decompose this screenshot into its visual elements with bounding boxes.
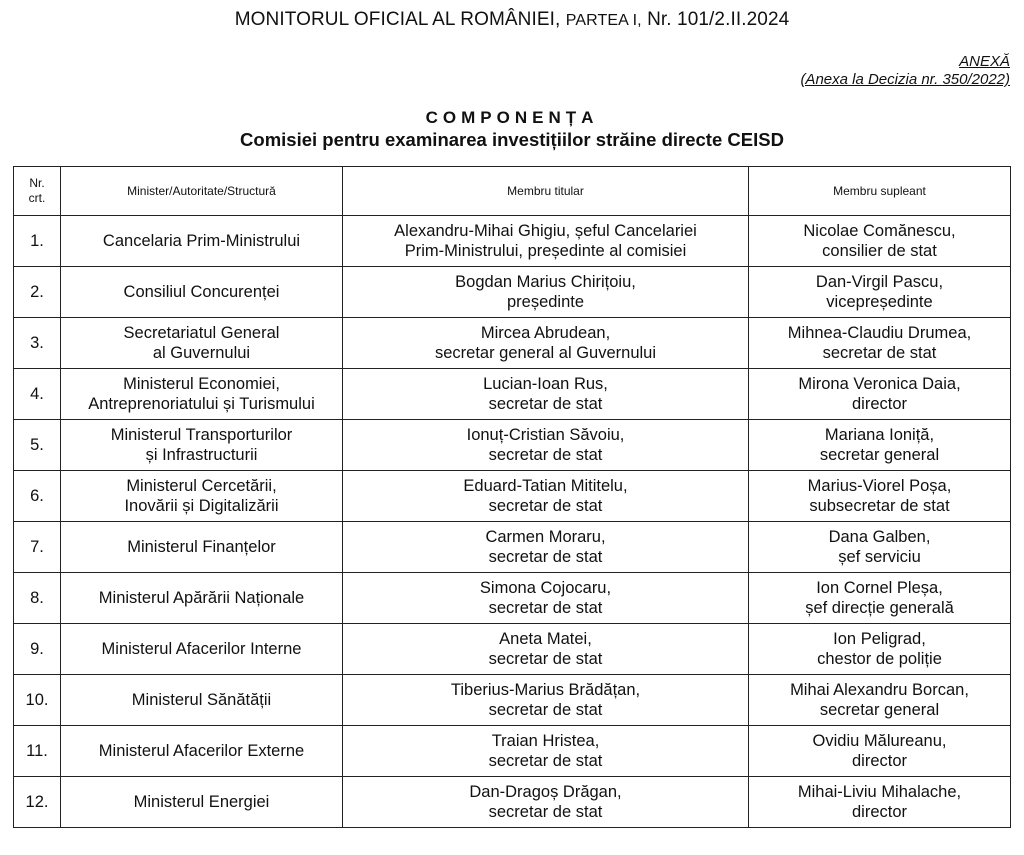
table-row bbox=[14, 369, 1011, 420]
titular-cell-line: președinte bbox=[506, 293, 585, 311]
minister-cell-line: Ministerul Apărării Naționale bbox=[98, 589, 305, 607]
titular-cell bbox=[343, 522, 749, 573]
supleant-cell-line: Dan-Virgil Pascu, bbox=[815, 273, 944, 291]
minister-cell-line: Ministerul Economiei, bbox=[123, 375, 280, 393]
supleant-cell bbox=[749, 216, 1011, 267]
annex-label: ANEXĂ bbox=[959, 53, 1010, 70]
titular-cell bbox=[343, 267, 749, 318]
minister-cell bbox=[61, 573, 343, 624]
titular-cell-line: secretar de stat bbox=[488, 548, 603, 566]
titular-cell-line: Carmen Moraru, bbox=[485, 528, 606, 546]
supleant-cell-line: Mirona Veronica Daia, bbox=[798, 375, 961, 393]
header-nr-line: Nr. bbox=[29, 176, 45, 190]
minister-cell-line: Ministerul Finanțelor bbox=[127, 538, 276, 556]
supleant-cell bbox=[749, 522, 1011, 573]
table-row bbox=[14, 573, 1011, 624]
table-row bbox=[14, 522, 1011, 573]
minister-cell-line: Consiliul Concurenței bbox=[123, 283, 280, 301]
supleant-cell bbox=[749, 471, 1011, 522]
titular-cell-line: Bogdan Marius Chirițoiu, bbox=[455, 273, 636, 291]
header-titular: Membru titular bbox=[343, 167, 749, 216]
header-minister: Minister/Autoritate/Structură bbox=[61, 167, 343, 216]
titular-cell-line: Ionuț-Cristian Săvoiu, bbox=[466, 426, 625, 444]
supleant-cell bbox=[749, 573, 1011, 624]
title-line-1: COMPONENȚA bbox=[425, 108, 599, 127]
document-title bbox=[0, 107, 1024, 152]
table-row bbox=[14, 216, 1011, 267]
supleant-cell-line: secretar general bbox=[819, 701, 940, 719]
row-number: 7. bbox=[14, 522, 61, 573]
gazette-issue: Nr. 101/2.II.2024 bbox=[647, 9, 790, 30]
titular-cell-line: secretar de stat bbox=[488, 701, 603, 719]
row-number: 8. bbox=[14, 573, 61, 624]
supleant-cell-line: director bbox=[851, 803, 908, 821]
supleant-cell-line: șef direcție generală bbox=[805, 599, 954, 617]
gazette-title: MONITORUL OFICIAL AL ROMÂNIEI, bbox=[234, 9, 561, 30]
minister-cell-line: Ministerul Cercetării, bbox=[126, 477, 277, 495]
supleant-cell-line: Dana Galben, bbox=[828, 528, 931, 546]
row-number: 2. bbox=[14, 267, 61, 318]
header-nr bbox=[14, 167, 61, 216]
supleant-cell-line: Ovidiu Mălureanu, bbox=[812, 732, 947, 750]
titular-cell-line: secretar de stat bbox=[488, 497, 603, 515]
supleant-cell-line: șef serviciu bbox=[838, 548, 921, 566]
supleant-cell-line: Ion Cornel Pleșa, bbox=[816, 579, 943, 597]
row-number: 6. bbox=[14, 471, 61, 522]
titular-cell-line: Traian Hristea, bbox=[491, 732, 600, 750]
titular-cell bbox=[343, 726, 749, 777]
supleant-cell bbox=[749, 726, 1011, 777]
supleant-cell-line: Mihai-Liviu Mihalache, bbox=[797, 783, 962, 801]
titular-cell bbox=[343, 216, 749, 267]
supleant-cell-line: Nicolae Comănescu, bbox=[803, 222, 956, 240]
supleant-cell-line: Mariana Ioniță, bbox=[824, 426, 935, 444]
supleant-cell-line: vicepreședinte bbox=[826, 293, 933, 311]
gazette-part: PARTEA I, bbox=[565, 12, 642, 29]
titular-cell bbox=[343, 777, 749, 828]
minister-cell bbox=[61, 726, 343, 777]
committee-table bbox=[13, 166, 1011, 828]
supleant-cell-line: director bbox=[851, 395, 908, 413]
titular-cell-line: Aneta Matei, bbox=[499, 630, 592, 648]
supleant-cell-line: Mihnea-Claudiu Drumea, bbox=[787, 324, 972, 342]
titular-cell-line: secretar de stat bbox=[488, 803, 603, 821]
minister-cell-line: al Guvernului bbox=[152, 344, 251, 362]
titular-cell bbox=[343, 573, 749, 624]
table-row bbox=[14, 267, 1011, 318]
supleant-cell bbox=[749, 267, 1011, 318]
minister-cell bbox=[61, 624, 343, 675]
minister-cell-line: Ministerul Energiei bbox=[133, 793, 270, 811]
header-supleant: Membru supleant bbox=[749, 167, 1011, 216]
table-row bbox=[14, 471, 1011, 522]
gazette-header bbox=[0, 9, 1024, 31]
annex-decision-ref: (Anexa la Decizia nr. 350/2022) bbox=[800, 71, 1010, 88]
minister-cell bbox=[61, 675, 343, 726]
titular-cell bbox=[343, 471, 749, 522]
titular-cell-line: secretar de stat bbox=[488, 752, 603, 770]
titular-cell-line: Lucian-Ioan Rus, bbox=[483, 375, 608, 393]
table-row bbox=[14, 624, 1011, 675]
row-number: 4. bbox=[14, 369, 61, 420]
minister-cell-line: Ministerul Afacerilor Externe bbox=[98, 742, 305, 760]
minister-cell-line: Cancelaria Prim-Ministrului bbox=[102, 232, 301, 250]
row-number: 3. bbox=[14, 318, 61, 369]
row-number: 5. bbox=[14, 420, 61, 471]
minister-cell bbox=[61, 420, 343, 471]
minister-cell bbox=[61, 267, 343, 318]
supleant-cell-line: chestor de poliție bbox=[817, 650, 942, 668]
table-row bbox=[14, 726, 1011, 777]
minister-cell-line: Ministerul Sănătății bbox=[131, 691, 272, 709]
supleant-cell bbox=[749, 318, 1011, 369]
supleant-cell bbox=[749, 777, 1011, 828]
row-number: 12. bbox=[14, 777, 61, 828]
minister-cell-line: Inovării și Digitalizării bbox=[124, 497, 279, 515]
titular-cell-line: secretar general al Guvernului bbox=[434, 344, 657, 362]
table-row bbox=[14, 318, 1011, 369]
titular-cell-line: secretar de stat bbox=[488, 599, 603, 617]
minister-cell-line: Secretariatul General bbox=[123, 324, 280, 342]
supleant-cell-line: consilier de stat bbox=[822, 242, 937, 260]
minister-cell bbox=[61, 777, 343, 828]
titular-cell-line: secretar de stat bbox=[488, 395, 603, 413]
row-number: 10. bbox=[14, 675, 61, 726]
titular-cell-line: Alexandru-Mihai Ghigiu, șeful Cancelariei bbox=[394, 222, 697, 240]
titular-cell bbox=[343, 624, 749, 675]
titular-cell-line: Prim-Ministrului, președinte al comisiei bbox=[404, 242, 687, 260]
minister-cell-line: și Infrastructurii bbox=[145, 446, 258, 464]
header-nr-line: crt. bbox=[28, 191, 46, 205]
titular-cell-line: Mircea Abrudean, bbox=[480, 324, 611, 342]
titular-cell-line: Simona Cojocaru, bbox=[479, 579, 612, 597]
row-number: 11. bbox=[14, 726, 61, 777]
supleant-cell-line: secretar de stat bbox=[822, 344, 937, 362]
titular-cell-line: Dan-Dragoș Drăgan, bbox=[469, 783, 622, 801]
supleant-cell-line: Marius-Viorel Poșa, bbox=[807, 477, 952, 495]
titular-cell-line: secretar de stat bbox=[488, 446, 603, 464]
minister-cell bbox=[61, 318, 343, 369]
titular-cell-line: Eduard-Tatian Mititelu, bbox=[463, 477, 628, 495]
supleant-cell-line: Ion Peligrad, bbox=[833, 630, 926, 648]
titular-cell bbox=[343, 369, 749, 420]
minister-cell-line: Ministerul Afacerilor Interne bbox=[101, 640, 302, 658]
supleant-cell-line: director bbox=[851, 752, 908, 770]
row-number: 9. bbox=[14, 624, 61, 675]
row-number: 1. bbox=[14, 216, 61, 267]
minister-cell bbox=[61, 369, 343, 420]
titular-cell-line: Tiberius-Marius Brădățan, bbox=[450, 681, 641, 699]
supleant-cell-line: secretar general bbox=[819, 446, 940, 464]
titular-cell bbox=[343, 675, 749, 726]
annex-reference bbox=[800, 53, 1010, 89]
supleant-cell bbox=[749, 420, 1011, 471]
minister-cell bbox=[61, 471, 343, 522]
supleant-cell bbox=[749, 675, 1011, 726]
supleant-cell bbox=[749, 369, 1011, 420]
table-row bbox=[14, 675, 1011, 726]
titular-cell bbox=[343, 318, 749, 369]
supleant-cell-line: Mihai Alexandru Borcan, bbox=[790, 681, 969, 699]
title-line-2: Comisiei pentru examinarea investițiilor străine directe CEISD bbox=[240, 129, 784, 150]
table-header-row bbox=[14, 167, 1011, 216]
table-row bbox=[14, 777, 1011, 828]
titular-cell-line: secretar de stat bbox=[488, 650, 603, 668]
titular-cell bbox=[343, 420, 749, 471]
minister-cell bbox=[61, 522, 343, 573]
minister-cell-line: Ministerul Transporturilor bbox=[110, 426, 293, 444]
supleant-cell-line: subsecretar de stat bbox=[809, 497, 950, 515]
minister-cell bbox=[61, 216, 343, 267]
minister-cell-line: Antreprenoriatului și Turismului bbox=[88, 395, 315, 413]
supleant-cell bbox=[749, 624, 1011, 675]
table-row bbox=[14, 420, 1011, 471]
